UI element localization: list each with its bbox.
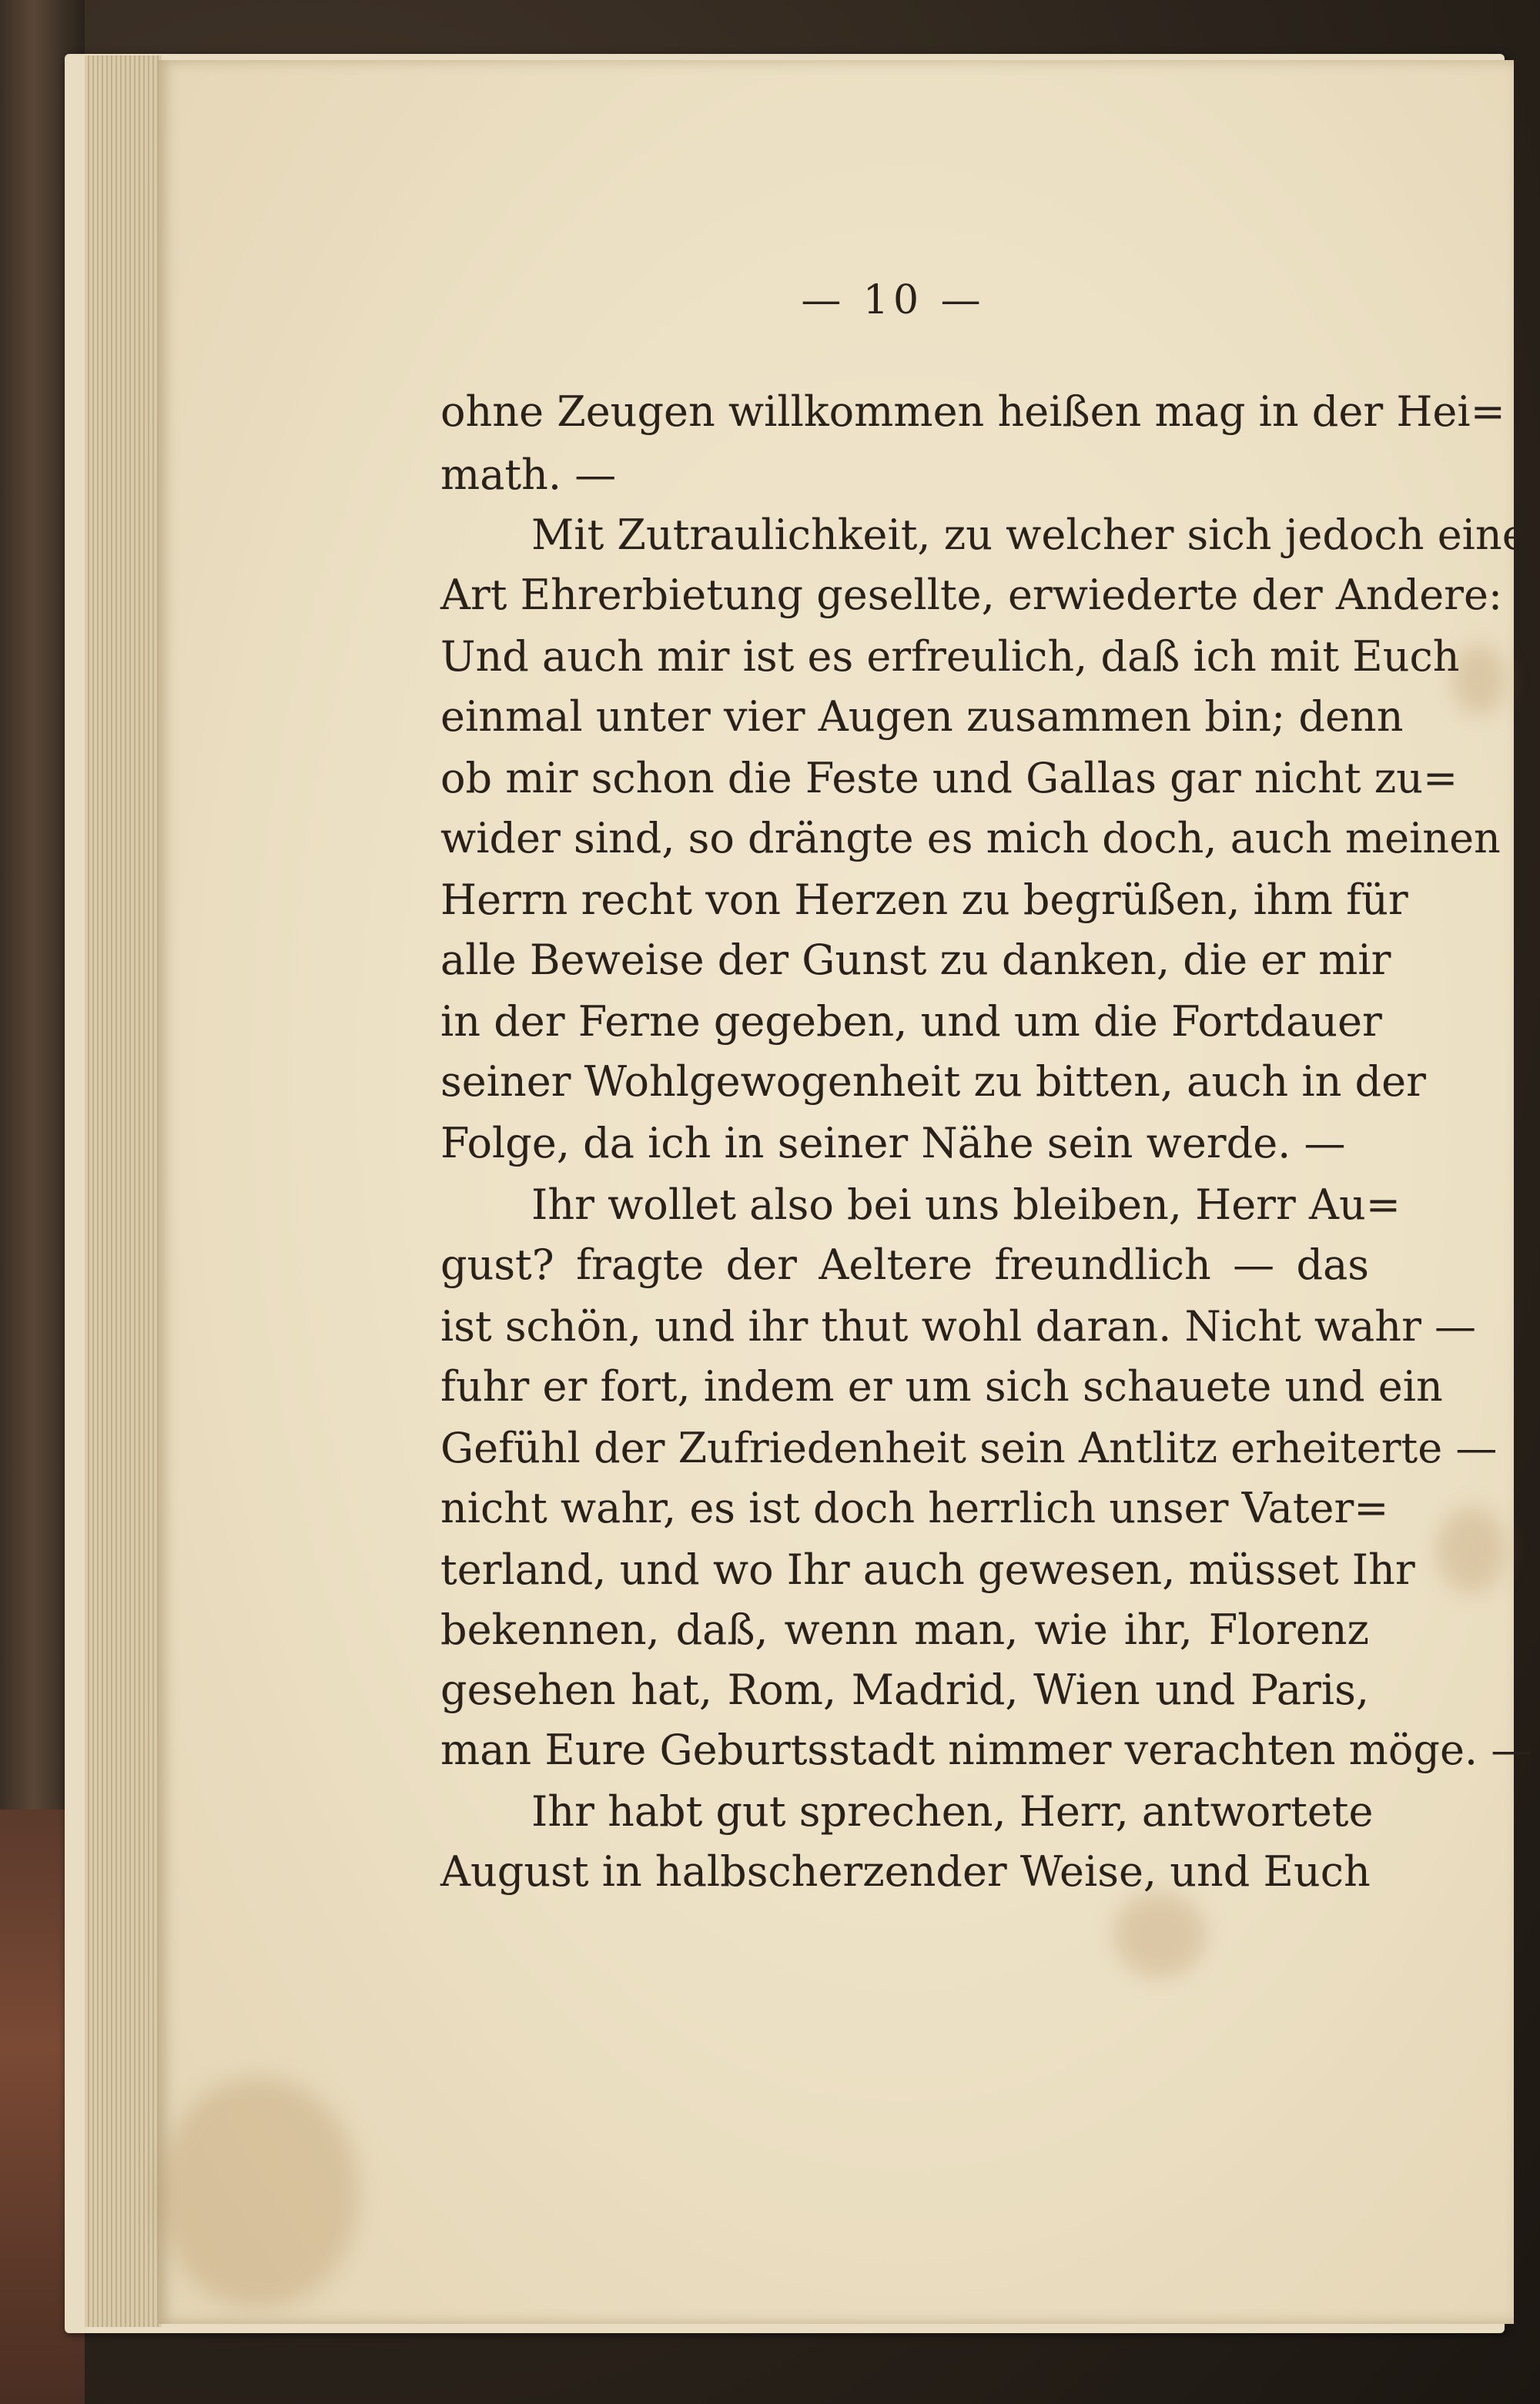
text-line: wider sind, so drängte es mich doch, auch meinen bbox=[440, 814, 1501, 862]
text-line: bekennen, daß, wenn man, wie ihr, Florenz bbox=[440, 1605, 1369, 1654]
text-line: Herrn recht von Herzen zu begrüßen, ihm für bbox=[440, 876, 1408, 924]
text-line: ist schön, und ihr thut wohl daran. Nicht wahr — bbox=[440, 1302, 1477, 1351]
text-line: August in halbscherzender Weise, und Euch bbox=[440, 1847, 1371, 1896]
text-line: in der Ferne gegeben, und um die Fortdauer bbox=[440, 997, 1382, 1046]
page-number: — 10 — bbox=[801, 277, 986, 323]
text-line: ob mir schon die Feste und Gallas gar nicht zu= bbox=[440, 754, 1458, 802]
stain bbox=[159, 2078, 359, 2309]
text-line: Und auch mir ist es erfreulich, daß ich mit Euch bbox=[440, 632, 1460, 681]
stain bbox=[1113, 1893, 1206, 1977]
text-line: Gefühl der Zufriedenheit sein Antlitz erheiterte — bbox=[440, 1424, 1498, 1472]
text-line: terland, und wo Ihr auch gewesen, müsset Ihr bbox=[440, 1545, 1415, 1594]
text-line: fuhr er fort, indem er um sich schauete und ein bbox=[440, 1362, 1443, 1411]
text-line: einmal unter vier Augen zusammen bin; denn bbox=[440, 692, 1404, 741]
text-line: Ihr wollet also bei uns bleiben, Herr Au= bbox=[531, 1180, 1401, 1229]
text-line: Mit Zutraulichkeit, zu welcher sich jedoch eine bbox=[531, 511, 1527, 559]
text-line: Folge, da ich in seiner Nähe sein werde. — bbox=[440, 1119, 1346, 1167]
text-line: Ihr habt gut sprechen, Herr, antwortete bbox=[531, 1787, 1374, 1836]
text-line: Art Ehrerbietung gesellte, erwiederte der Andere: bbox=[440, 571, 1503, 619]
text-line: seiner Wohlgewogenheit zu bitten, auch in der bbox=[440, 1057, 1426, 1106]
text-line: gust? fragte der Aeltere freundlich — das bbox=[440, 1241, 1369, 1289]
text-line: nicht wahr, es ist doch herrlich unser Vater= bbox=[440, 1484, 1389, 1532]
text-line: man Eure Geburtsstadt nimmer verachten möge. — bbox=[440, 1726, 1533, 1774]
stain bbox=[1437, 1508, 1506, 1592]
page-leaf-edges bbox=[85, 55, 162, 2327]
text-line: gesehen hat, Rom, Madrid, Wien und Paris, bbox=[440, 1666, 1369, 1714]
text-line: math. — bbox=[440, 450, 617, 499]
text-line: ohne Zeugen willkommen heißen mag in der Hei= bbox=[440, 387, 1505, 436]
text-line: alle Beweise der Gunst zu danken, die er mir bbox=[440, 936, 1391, 984]
stain bbox=[1452, 645, 1506, 715]
